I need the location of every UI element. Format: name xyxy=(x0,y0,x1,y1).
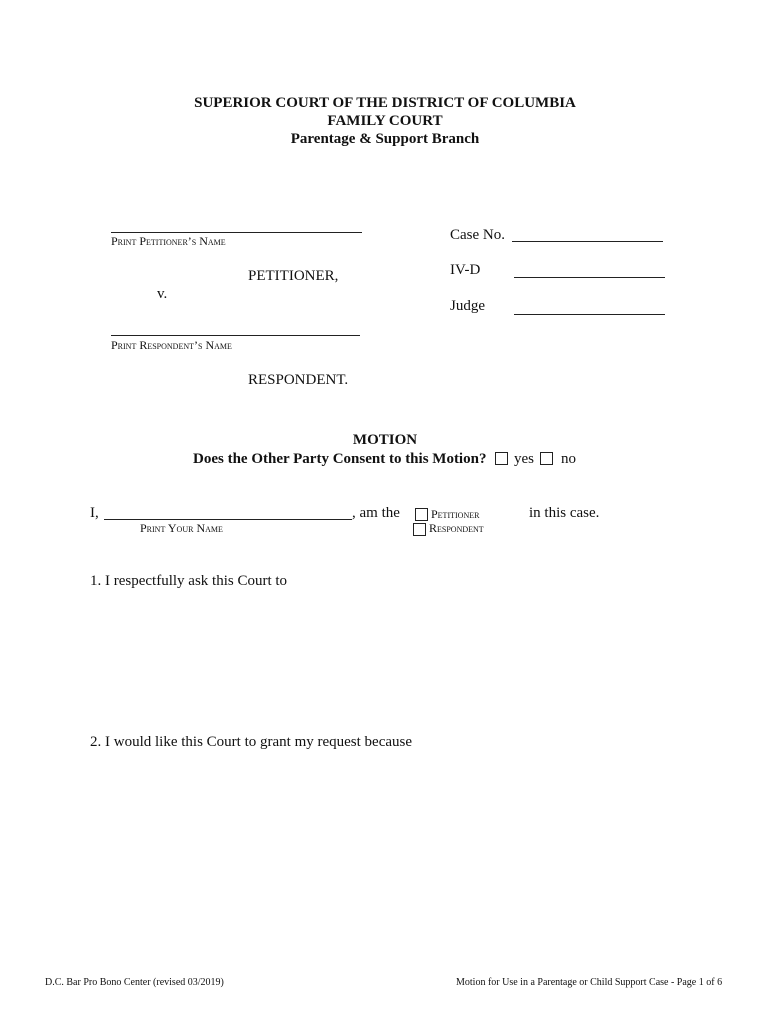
your-name-label: Print Your Name xyxy=(140,521,223,535)
consent-no-label: no xyxy=(561,451,576,467)
court-name: SUPERIOR COURT OF THE DISTRICT OF COLUMBIA xyxy=(194,95,576,111)
ivd-field[interactable] xyxy=(514,276,665,278)
versus-text: v. xyxy=(157,286,168,302)
respondent-name-label: Print Respondent’s Name xyxy=(111,338,232,352)
respondent-name-field[interactable] xyxy=(111,334,360,336)
declarant-prefix: I, xyxy=(90,505,99,521)
petitioner-checkbox[interactable] xyxy=(415,508,428,521)
motion-title: MOTION xyxy=(352,432,418,448)
consent-no-checkbox[interactable] xyxy=(540,452,553,465)
case-no-field[interactable] xyxy=(512,240,663,242)
petitioner-role: PETITIONER, xyxy=(248,268,339,284)
branch-name: Parentage & Support Branch xyxy=(290,131,480,147)
consent-yes-checkbox[interactable] xyxy=(495,452,508,465)
request-item-2: 2. I would like this Court to grant my request because xyxy=(90,734,413,750)
case-no-label: Case No. xyxy=(450,227,505,243)
footer-left: D.C. Bar Pro Bono Center (revised 03/2019) xyxy=(45,977,224,988)
judge-field[interactable] xyxy=(514,313,665,315)
judge-label: Judge xyxy=(450,298,485,314)
consent-yes-label: yes xyxy=(514,451,534,467)
petitioner-name-label: Print Petitioner’s Name xyxy=(111,234,226,248)
respondent-option-label: Respondent xyxy=(429,521,484,535)
your-name-field[interactable] xyxy=(104,518,352,520)
am-the-text: , am the xyxy=(352,505,400,521)
division-name: FAMILY COURT xyxy=(327,113,443,129)
request-item-1: 1. I respectfully ask this Court to xyxy=(90,573,288,589)
consent-question: Does the Other Party Consent to this Motion? xyxy=(193,451,487,467)
in-this-case-text: in this case. xyxy=(529,505,600,521)
respondent-role: RESPONDENT. xyxy=(248,372,349,388)
petitioner-option-label: Petitioner xyxy=(431,507,480,521)
respondent-checkbox[interactable] xyxy=(413,523,426,536)
petitioner-name-field[interactable] xyxy=(111,231,362,233)
ivd-label: IV-D xyxy=(450,262,481,278)
footer-right: Motion for Use in a Parentage or Child Support Case - Page 1 of 6 xyxy=(456,977,723,988)
